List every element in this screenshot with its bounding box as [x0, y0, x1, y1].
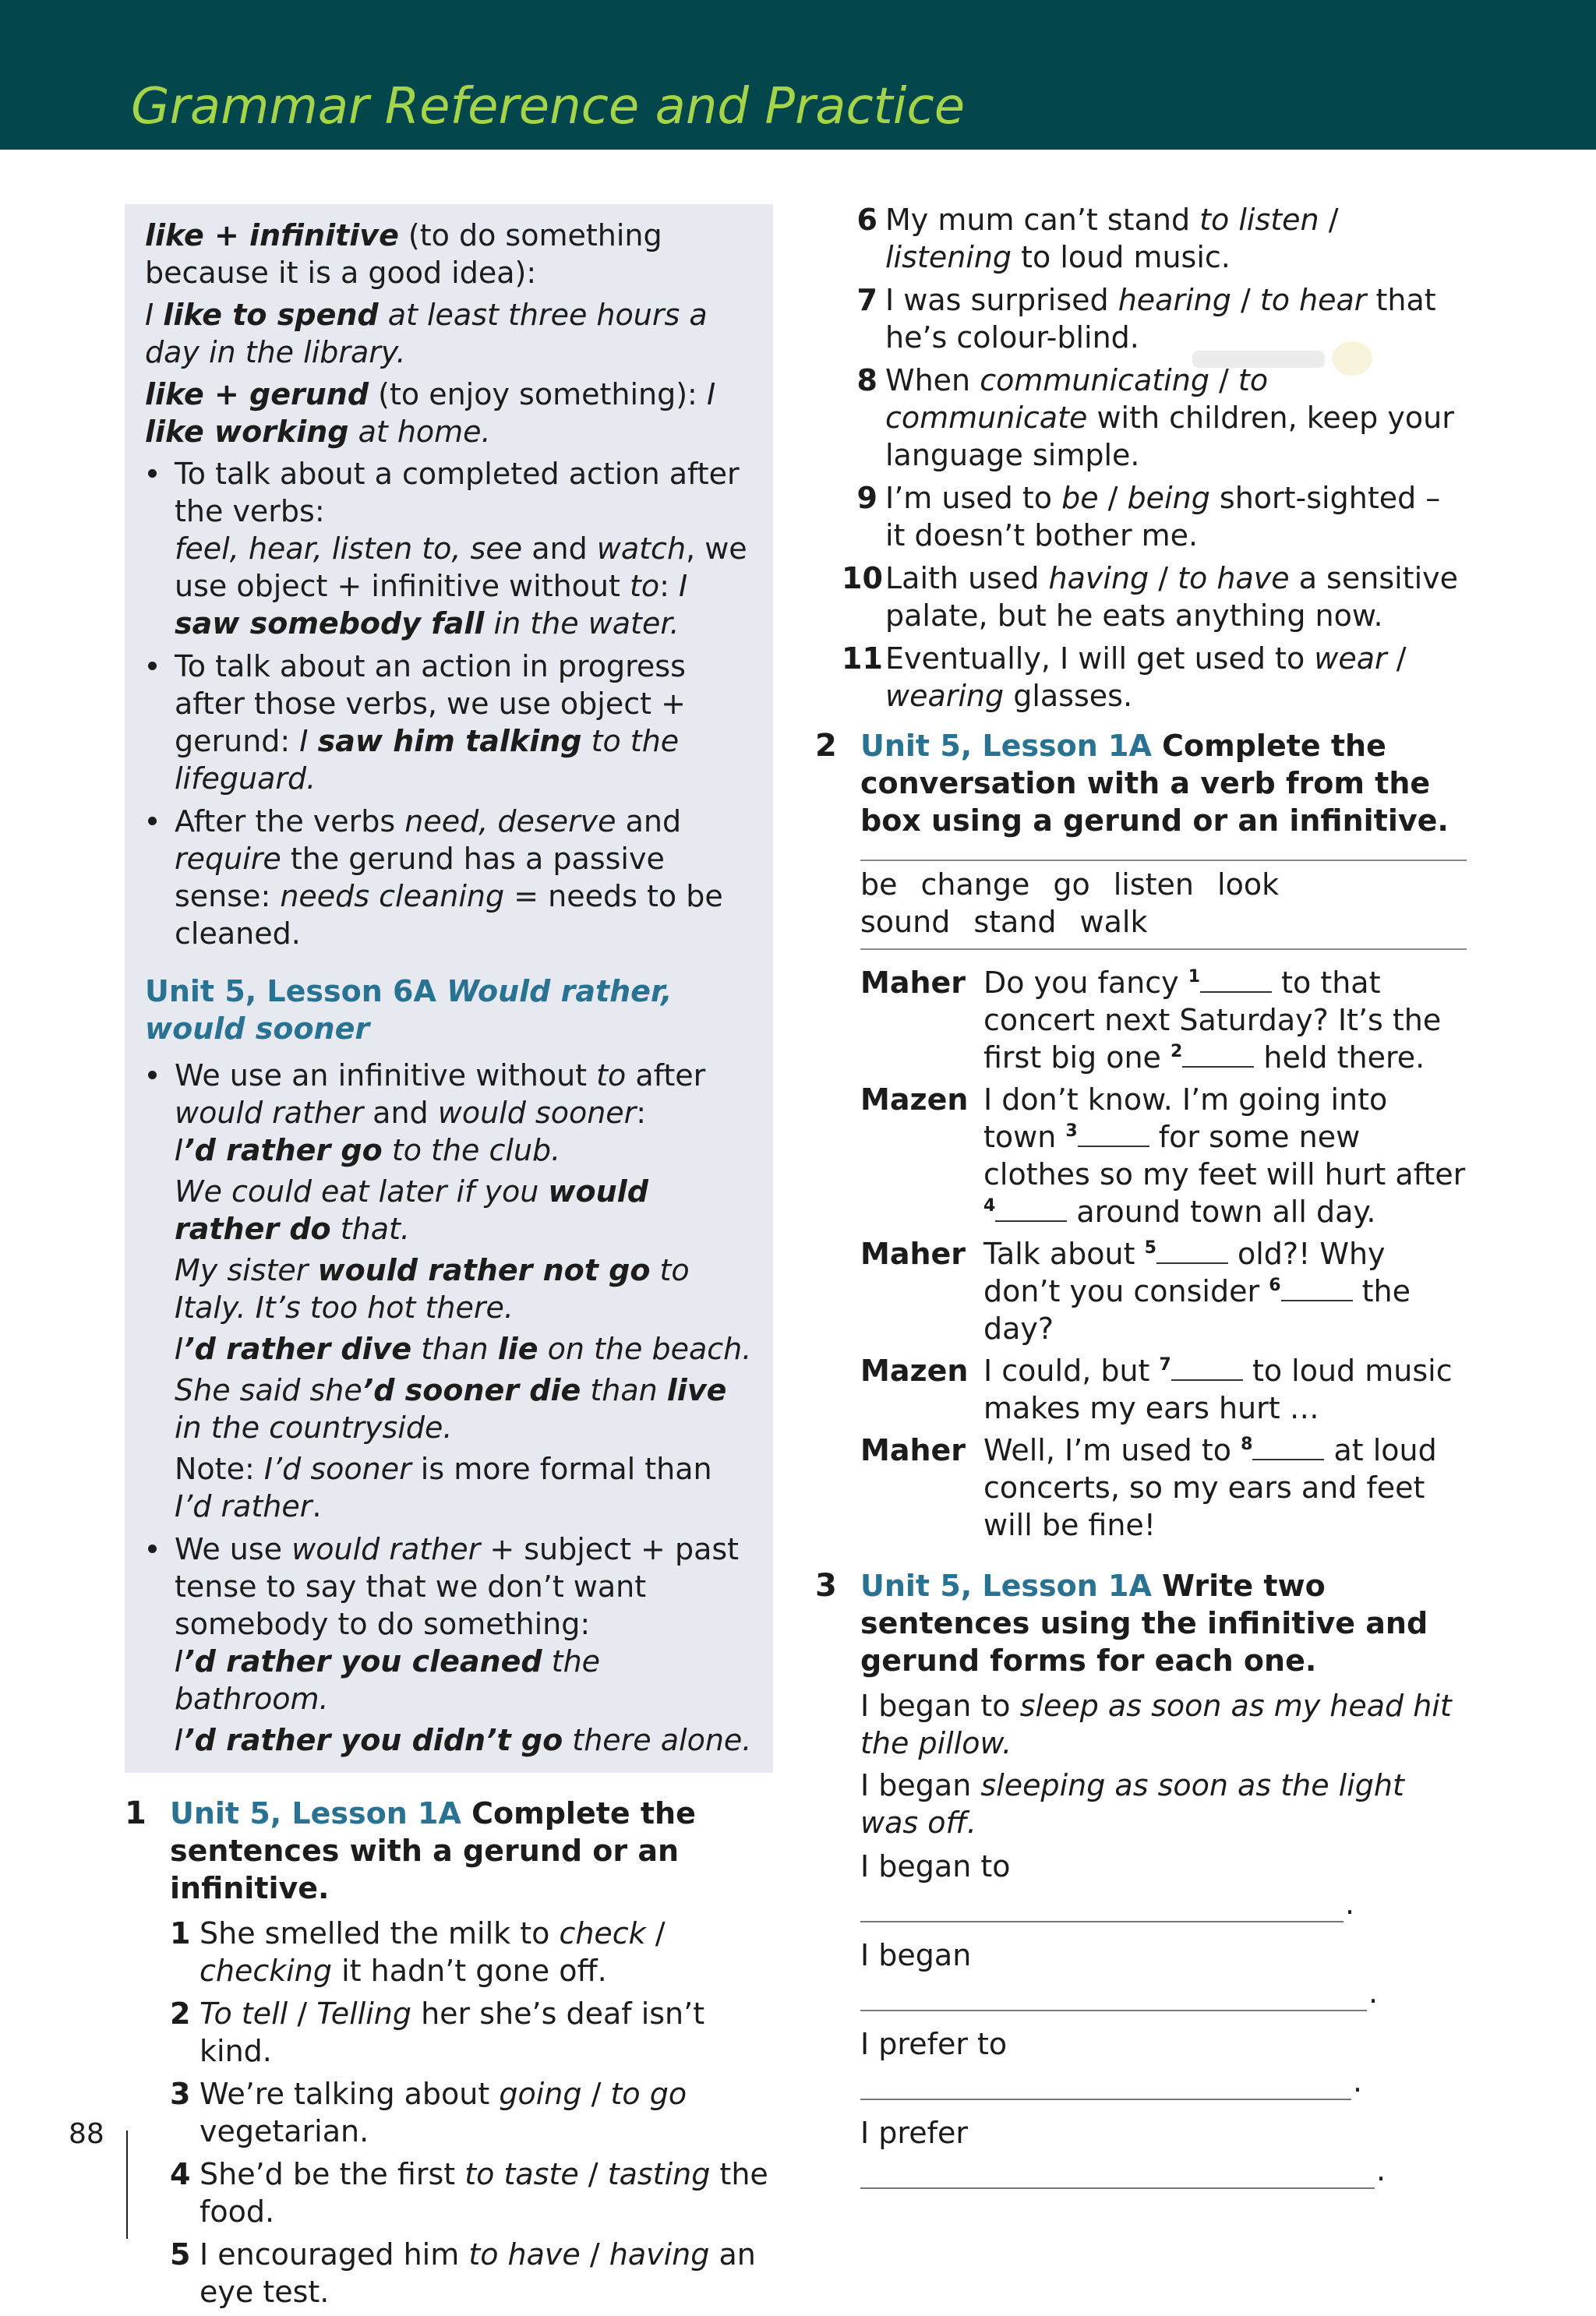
ref-example: We could eat later if you would rather do that.: [175, 1174, 648, 1246]
answer-line-row: [860, 2152, 1467, 2189]
item-text: I encouraged him: [200, 2237, 469, 2272]
gap-number: 1: [1188, 967, 1201, 987]
item-number: 3: [170, 2077, 191, 2111]
choice-separator: /: [1231, 283, 1260, 317]
dialogue-segment: Well, I’m used to: [983, 1433, 1241, 1467]
dialogue-segment: I could, but: [983, 1354, 1160, 1388]
writing-prompt: [860, 1848, 1467, 1922]
word-box-word: stand: [973, 905, 1057, 939]
item-text: I was surprised: [885, 283, 1118, 317]
speaker-name: Maher: [860, 1237, 966, 1271]
exercise-2: [815, 727, 1467, 1544]
ref-example: My sister would rather not go to Italy. It’s too hot there.: [175, 1253, 690, 1325]
dialogue-segment: Do you fancy: [983, 966, 1188, 1000]
prompt-text: I prefer: [860, 2116, 968, 2150]
line-end-period: .: [1353, 2064, 1363, 2099]
exercise-instruction: Unit 5, Lesson 1A Complete the conversation with a verb from the box using a gerund or an infinitive.: [860, 729, 1449, 838]
item-number: 1: [170, 1916, 191, 1951]
answer-line-row: [860, 2063, 1467, 2100]
dialogue-segment: the day?: [983, 1274, 1411, 1346]
word-box-word: listen: [1113, 867, 1195, 902]
gap-number: 7: [1159, 1355, 1171, 1375]
exercise-item: [170, 1995, 773, 2070]
exercise-3: [815, 1567, 1467, 2189]
item-number: 4: [170, 2157, 191, 2191]
answer-line-row: [860, 1974, 1467, 2011]
item-text: with children, keep your language simple.: [885, 401, 1454, 472]
choice-option[interactable]: To tell: [200, 1996, 288, 2031]
dialogue-segment: around town all day.: [1067, 1195, 1376, 1229]
conversation: [860, 964, 1467, 1544]
item-text: We’re talking about: [200, 2077, 500, 2111]
choice-option[interactable]: to have: [468, 2237, 581, 2272]
gap-number: 3: [1065, 1121, 1078, 1141]
ref-bullet: To talk about an action in progress after those verbs, we use object + gerund: I saw him talking to the lifeguard.: [145, 648, 754, 797]
writing-prompt: [860, 1936, 1467, 2011]
exercise-item: [170, 2236, 773, 2311]
item-text: short-sighted – it doesn’t bother me.: [885, 481, 1441, 553]
ref-example: I’d rather you didn’t go there alone.: [175, 1723, 752, 1757]
dialogue-line: [860, 1081, 1467, 1230]
exercise-items: [170, 1915, 773, 2311]
answer-gap[interactable]: [1078, 1122, 1149, 1147]
ref-example: I’d rather dive than lie on the beach.: [175, 1332, 752, 1366]
item-text: her she’s deaf isn’t kind.: [200, 1996, 705, 2068]
item-number: 11: [842, 641, 883, 676]
line-end-period: .: [1345, 1887, 1355, 1921]
exercise-item: [842, 560, 1467, 634]
writing-prompt: [860, 2025, 1467, 2100]
speaker-name: Maher: [860, 966, 966, 1000]
word-box-word: look: [1217, 867, 1280, 902]
exercise-item: [842, 640, 1467, 715]
dialogue-line: [860, 1235, 1467, 1347]
ref-note: Note: I’d sooner is more formal than I’d rather.: [175, 1452, 712, 1523]
choice-option[interactable]: having: [609, 2237, 710, 2272]
dialogue-text: [983, 1081, 1467, 1230]
example-sentence: I began sleeping as soon as the light was off.: [860, 1768, 1404, 1840]
word-box-word: be: [860, 867, 898, 902]
ref-paragraph: like + infinitive (to do something because it is a good idea):: [145, 218, 662, 290]
exercise-instruction: Unit 5, Lesson 1A Write two sentences using the infinitive and gerund forms for each one.: [860, 1569, 1428, 1678]
example-sentence: I began to sleep as soon as my head hit the pillow.: [860, 1689, 1452, 1760]
writing-prompts: [860, 1848, 1467, 2189]
item-text: the food.: [200, 2157, 768, 2229]
speaker-name: Maher: [860, 1433, 966, 1467]
item-text: to loud music.: [1012, 240, 1231, 274]
dialogue-line: [860, 1352, 1467, 1427]
line-end-period: .: [1376, 2153, 1386, 2187]
gap-number: 8: [1241, 1435, 1253, 1454]
ref-section-heading: Unit 5, Lesson 6A Would rather, would sooner: [145, 974, 673, 1046]
choice-option[interactable]: to listen: [1199, 203, 1319, 237]
item-text: Laith used: [885, 561, 1049, 595]
choice-option[interactable]: hearing: [1118, 283, 1231, 317]
choice-option[interactable]: listening: [885, 240, 1012, 274]
exercise-item: [842, 201, 1467, 276]
dialogue-segment: to that concert next Saturday? It’s the first big one: [983, 966, 1442, 1075]
dialogue-segment: to loud music makes my ears hurt …: [983, 1354, 1453, 1425]
page-header: [0, 0, 1596, 150]
choice-separator: /: [1209, 363, 1238, 397]
item-text: She smelled the milk to: [200, 1916, 560, 1951]
choice-separator: /: [578, 2157, 608, 2191]
item-number: 2: [170, 1996, 191, 2031]
gap-number: 6: [1269, 1276, 1281, 1295]
choice-separator: /: [1149, 561, 1178, 595]
choice-option[interactable]: to have: [1178, 561, 1290, 595]
answer-gap[interactable]: [1171, 1356, 1243, 1381]
choice-option[interactable]: to hear: [1259, 283, 1367, 317]
item-text: I’m used to: [885, 481, 1062, 515]
grammar-reference-box: [125, 204, 773, 1773]
answer-gap[interactable]: [1281, 1276, 1353, 1301]
dialogue-segment: at loud concerts, so my ears and feet will be fine!: [983, 1433, 1437, 1542]
gap-number: 2: [1171, 1042, 1183, 1061]
answer-gap[interactable]: [1252, 1435, 1324, 1460]
ref-bullet: To talk about a completed action after the verbs: feel, hear, listen to, see and watch, we use object + infinitive without to: I saw somebody fall in the water.: [145, 455, 754, 642]
choice-option[interactable]: being: [1127, 481, 1210, 515]
choice-option[interactable]: wear: [1314, 641, 1387, 676]
choice-separator: /: [1098, 481, 1128, 515]
page-number: 88: [69, 2118, 104, 2150]
choice-option[interactable]: communicating: [980, 363, 1209, 397]
choice-option[interactable]: to communicate: [885, 363, 1269, 435]
item-number: 5: [170, 2237, 191, 2272]
choice-separator: /: [1319, 203, 1339, 237]
choice-option[interactable]: checking: [200, 1954, 333, 1988]
word-box: [860, 860, 1467, 950]
line-end-period: .: [1368, 1975, 1379, 2010]
word-box-word: walk: [1079, 905, 1148, 939]
item-text: it hadn’t gone off.: [332, 1954, 607, 1988]
choice-separator: /: [645, 1916, 666, 1951]
exercise-number: 2: [815, 728, 837, 764]
ref-bullet: After the verbs need, deserve and require the gerund has a passive sense: needs cleaning = needs to be cleaned.: [145, 803, 754, 952]
answer-line[interactable]: [860, 2187, 1375, 2189]
gap-number: 5: [1144, 1238, 1156, 1258]
answer-line[interactable]: [860, 2099, 1351, 2100]
answer-gap[interactable]: [1156, 1239, 1228, 1264]
dialogue-text: [983, 1235, 1467, 1347]
item-text: vegetarian.: [200, 2114, 369, 2148]
choice-option[interactable]: Telling: [316, 1996, 411, 2031]
answer-line[interactable]: [860, 2010, 1367, 2011]
item-number: 7: [856, 283, 877, 317]
choice-option[interactable]: tasting: [607, 2157, 711, 2191]
item-text: When: [885, 363, 980, 397]
ref-bullet: We use would rather + subject + past tense to say that we don’t want somebody to do something: I’d rather you cleaned the bathroom. I’d rather you didn’t go there alone.: [145, 1530, 754, 1759]
item-text: She’d be the first: [200, 2157, 465, 2191]
page-title: Grammar Reference and Practice: [131, 78, 966, 136]
item-number: 8: [856, 363, 877, 397]
prompt-text: I began: [860, 1938, 972, 1972]
ref-example: I’d rather you cleaned the bathroom.: [175, 1644, 601, 1716]
dialogue-segment: I don’t know. I’m going into town: [983, 1082, 1388, 1154]
choice-separator: /: [288, 1996, 317, 2031]
item-text: My mum can’t stand: [885, 203, 1200, 237]
dialogue-segment: Talk about: [983, 1237, 1145, 1271]
writing-prompt: [860, 2114, 1467, 2189]
word-box-word: go: [1053, 867, 1090, 902]
exercise-number: 3: [815, 1568, 837, 1604]
dialogue-segment: for some new clothes so my feet will hurt after: [983, 1120, 1466, 1192]
choice-option[interactable]: going: [499, 2077, 582, 2111]
speaker-name: Mazen: [860, 1354, 969, 1388]
choice-separator: /: [1386, 641, 1407, 676]
ref-example: I’d rather go to the club.: [175, 1133, 561, 1167]
dialogue-text: [983, 964, 1467, 1076]
dialogue-line: [860, 964, 1467, 1076]
dialogue-segment: old?! Why don’t you consider: [983, 1237, 1386, 1308]
choice-separator: /: [580, 2237, 609, 2272]
gap-number: 4: [983, 1196, 996, 1216]
speaker-name: Mazen: [860, 1082, 969, 1117]
exercise-item: [170, 2075, 773, 2150]
item-number: 9: [856, 481, 877, 515]
answer-line-row: [860, 1885, 1467, 1922]
item-number: 6: [856, 203, 877, 237]
page-margin-rule: [126, 2131, 128, 2239]
item-text: a sensitive palate, but he eats anything now.: [885, 561, 1458, 633]
left-column: [125, 204, 773, 2316]
right-column: [815, 201, 1467, 2203]
answer-gap[interactable]: [1182, 1043, 1254, 1068]
exercise-items: [842, 201, 1467, 715]
prompt-text: I prefer to: [860, 2027, 1008, 2061]
choice-option[interactable]: be: [1061, 481, 1099, 515]
item-text: an eye test.: [200, 2237, 756, 2309]
item-text: glasses.: [1004, 679, 1133, 713]
word-box-word: change: [920, 867, 1030, 902]
choice-separator: /: [581, 2077, 611, 2111]
word-box-word: sound: [860, 905, 951, 939]
choice-option[interactable]: to taste: [464, 2157, 579, 2191]
exercise-item: [170, 2155, 773, 2230]
prompt-text: I began to: [860, 1849, 1011, 1884]
item-number: 10: [842, 561, 883, 595]
watermark-bee-logo: [1185, 335, 1387, 382]
answer-gap[interactable]: [1200, 968, 1272, 993]
choice-option[interactable]: check: [559, 1916, 646, 1951]
item-text: that he’s colour-blind.: [885, 283, 1436, 355]
exercise-number: 1: [125, 1795, 147, 1831]
choice-option[interactable]: having: [1048, 561, 1149, 595]
exercise-item: [842, 479, 1467, 554]
dialogue-segment: held there.: [1254, 1040, 1425, 1075]
dialogue-text: [983, 1432, 1467, 1544]
ref-paragraph: like + gerund (to enjoy something): I like working at home.: [145, 377, 716, 449]
answer-gap[interactable]: [995, 1197, 1067, 1222]
exercise-item: [170, 1915, 773, 1989]
choice-option[interactable]: wearing: [885, 679, 1005, 713]
dialogue-text: [983, 1352, 1467, 1427]
choice-option[interactable]: to go: [610, 2077, 687, 2111]
exercise-1: [125, 1795, 773, 2311]
ref-example: I like to spend at least three hours a day in the library.: [145, 298, 708, 369]
answer-line[interactable]: [860, 1921, 1344, 1922]
ref-bullet: We use an infinitive without to after would rather and would sooner: I’d rather go to the club. We could eat later if you would rather do that. My sister would rather not go to Italy. It’s too hot there. I’d rather dive than lie on the beach. She said she’d sooner die than live in the countryside. Note: I’d sooner is more formal than I’d rather.: [145, 1057, 754, 1525]
item-text: Eventually, I will get used to: [885, 641, 1315, 676]
exercise-instruction: Unit 5, Lesson 1A Complete the sentences with a gerund or an infinitive.: [170, 1796, 696, 1905]
dialogue-line: [860, 1432, 1467, 1544]
ref-example: She said she’d sooner die than live in the countryside.: [175, 1373, 727, 1445]
